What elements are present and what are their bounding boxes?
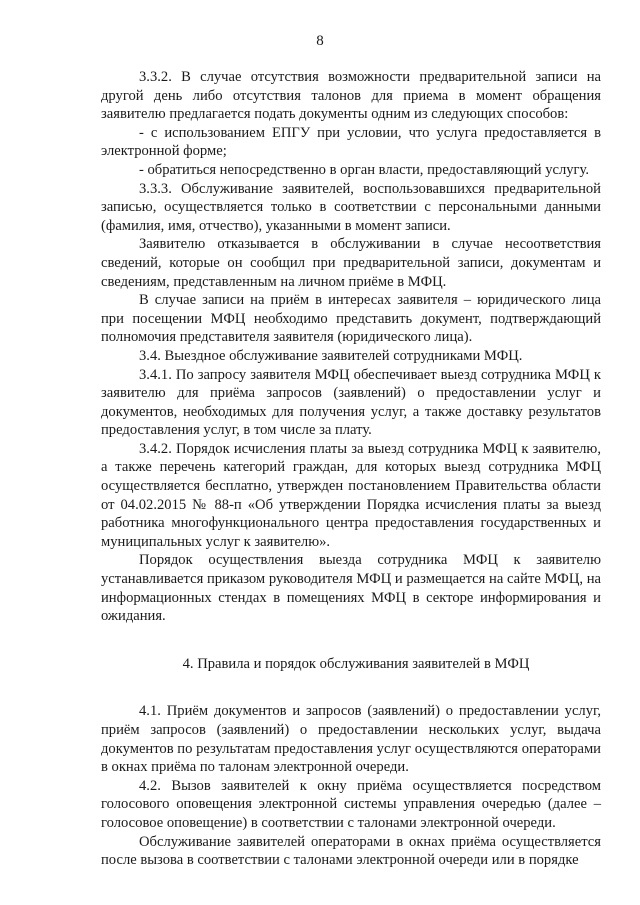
page-number: 8 bbox=[316, 33, 324, 49]
paragraph-epgu-option: - с использованием ЕПГУ при условии, что услуга предоставляется в электронной форме; bbox=[101, 124, 601, 160]
paragraph-service-order: Обслуживание заявителей операторами в окнах приёма осуществляется после вызова в соответствии с талонами электронной очереди или в порядке bbox=[101, 833, 601, 869]
paragraph-3-4-1: 3.4.1. По запросу заявителя МФЦ обеспечивает выезд сотрудника МФЦ к заявителю для приёма запросов (заявлений) о предоставлении услуг и документов, необходимых для получения услуг, а также доставку результатов предоставления услуг, в том числе за плату. bbox=[101, 366, 601, 439]
paragraph-3-4: 3.4. Выездное обслуживание заявителей сотрудниками МФЦ. bbox=[139, 347, 523, 364]
section-heading: 4. Правила и порядок обслуживания заявителей в МФЦ bbox=[182, 655, 530, 672]
paragraph-4-1: 4.1. Приём документов и запросов (заявлений) о предоставлении услуг, приём запросов (заявлений) о предоставлении нескольких услуг, выдача документов по результатам предоставления услуг осуществляются операторами в окнах приёма по талонам электронной очереди. bbox=[101, 703, 601, 776]
paragraph-3-4-2: 3.4.2. Порядок исчисления платы за выезд сотрудника МФЦ к заявителю, а также перечень категорий граждан, для которых выезд сотрудника МФЦ осуществляется бесплатно, утвержден постановлением Правительства области от 04.02.2015 № 88-п «Об утверждении Порядка исчисления платы за выезд работника многофункционального центра предоставления государственных и муниципальных услуг к заявителю». bbox=[101, 440, 601, 550]
paragraph-3-3-2: 3.3.2. В случае отсутствия возможности предварительной записи на другой день либо отсутствия талонов для приема в момент обращения заявителю предлагается подать документы одним из следующих способов: bbox=[101, 69, 601, 123]
paragraph-legal-entity: В случае записи на приём в интересах заявителя – юридического лица при посещении МФЦ необходимо представить документ, подтверждающий полномочия представителя заявителя (юридического лица). bbox=[101, 292, 601, 346]
paragraph-authority-option: - обратиться непосредственно в орган власти, предоставляющий услугу. bbox=[139, 161, 590, 178]
paragraph-3-3-3: 3.3.3. Обслуживание заявителей, воспользовавшихся предварительной записью, осуществляется только в соответствии с персональными данными (фамилия, имя, отчество), указанными в момент записи. bbox=[101, 180, 601, 234]
paragraph-4-2: 4.2. Вызов заявителей к окну приёма осуществляется посредством голосового оповещения электронной системы управления очередью (далее – голосовое оповещение) в соответствии с талонами электронной очереди. bbox=[101, 777, 601, 831]
paragraph-refusal: Заявителю отказывается в обслуживании в случае несоответствия сведений, которые он сообщил при предварительной записи, документам и сведениям, представленным на личном приёме в МФЦ. bbox=[101, 236, 601, 290]
document-body bbox=[101, 68, 601, 870]
paragraph-visit-procedure: Порядок осуществления выезда сотрудника МФЦ к заявителю устанавливается приказом руководителя МФЦ и размещается на сайте МФЦ, на информационных стендах в помещениях МФЦ в секторе информирования и ожидания. bbox=[101, 552, 601, 625]
